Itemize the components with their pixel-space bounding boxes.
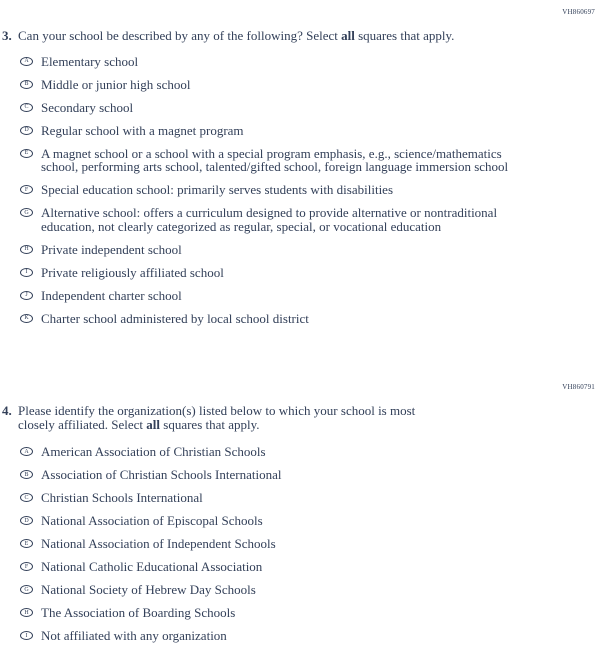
option-label-line2: education, not clearly categorized as regular, special, or vocational education xyxy=(41,218,442,234)
option-row-regular-magnet[interactable] xyxy=(20,124,595,138)
bubble-letter: F xyxy=(24,563,29,570)
option-label: Elementary school xyxy=(41,53,139,69)
bubble-letter: C xyxy=(24,104,29,110)
bubble-letter: E xyxy=(24,150,29,156)
option-label: National Association of Episcopal Schools xyxy=(41,513,263,528)
question-text xyxy=(18,29,595,43)
option-row-tabs[interactable] xyxy=(20,606,595,620)
options-list xyxy=(20,445,595,643)
answer-bubble-icon[interactable] xyxy=(20,126,33,135)
answer-bubble-icon[interactable] xyxy=(20,585,33,594)
option-row-nais[interactable] xyxy=(20,537,595,551)
bubble-letter: D xyxy=(24,127,29,133)
option-label: National Catholic Educational Association xyxy=(41,559,263,574)
option-label: The Association of Boarding Schools xyxy=(41,605,236,620)
item-code: VH860791 xyxy=(562,383,595,391)
answer-bubble-icon[interactable] xyxy=(20,245,33,254)
option-row-private-independent[interactable] xyxy=(20,243,595,257)
bubble-letter: G xyxy=(24,209,29,216)
question-4 xyxy=(2,404,595,431)
question-number: 4. xyxy=(2,403,12,418)
bubble-letter: B xyxy=(24,471,29,478)
bubble-letter: J xyxy=(25,292,28,298)
bubble-letter: K xyxy=(24,315,29,321)
option-label: Charter school administered by local school district xyxy=(41,310,309,326)
answer-bubble-icon[interactable] xyxy=(20,447,33,456)
option-row-district-charter[interactable] xyxy=(20,312,595,326)
answer-bubble-icon[interactable] xyxy=(20,631,33,640)
option-label: Christian Schools International xyxy=(41,490,203,505)
bubble-letter: I xyxy=(25,269,28,275)
option-label: Private religiously affiliated school xyxy=(41,264,224,280)
answer-bubble-icon[interactable] xyxy=(20,208,33,217)
bubble-letter: H xyxy=(24,609,29,616)
bubble-letter: F xyxy=(24,186,29,193)
option-label: Private independent school xyxy=(41,241,182,257)
option-row-naes[interactable] xyxy=(20,514,595,528)
option-label: Secondary school xyxy=(41,99,134,115)
option-row-independent-charter[interactable] xyxy=(20,289,595,303)
option-row-ncea[interactable] xyxy=(20,560,595,574)
question-text-before: Can your school be described by any of the following? Select xyxy=(18,28,342,43)
answer-bubble-icon[interactable] xyxy=(20,562,33,571)
option-row-secondary[interactable] xyxy=(20,101,595,115)
question-4-section xyxy=(2,383,595,643)
option-label: Not affiliated with any organization xyxy=(41,628,227,643)
bubble-letter: G xyxy=(24,586,29,593)
question-text-line1: Please identify the organization(s) listed below to which your school is most xyxy=(18,403,416,418)
answer-bubble-icon[interactable] xyxy=(20,608,33,617)
question-text-line2 xyxy=(18,418,595,432)
question-text-bold: all xyxy=(341,28,355,43)
option-label: National Association of Independent Schools xyxy=(41,536,276,551)
option-row-alternative[interactable] xyxy=(20,206,595,233)
answer-bubble-icon[interactable] xyxy=(20,291,33,300)
bubble-letter: C xyxy=(24,494,29,501)
question-text-bold: all xyxy=(146,416,161,432)
option-label: Special education school: primarily serves students with disabilities xyxy=(41,182,394,197)
question-number: 3. xyxy=(2,28,12,43)
bubble-letter: A xyxy=(24,448,29,455)
answer-bubble-icon[interactable] xyxy=(20,103,33,112)
answer-bubble-icon[interactable] xyxy=(20,539,33,548)
option-row-csi[interactable] xyxy=(20,491,595,505)
bubble-letter: H xyxy=(24,246,29,252)
answer-bubble-icon[interactable] xyxy=(20,314,33,323)
option-label: Independent charter school xyxy=(41,287,182,303)
option-label: Alternative school: offers a curriculum designed to provide alternative or nontraditional xyxy=(41,205,498,220)
option-label: Association of Christian Schools International xyxy=(41,467,282,482)
answer-bubble-icon[interactable] xyxy=(20,57,33,66)
bubble-letter: D xyxy=(24,517,29,524)
answer-bubble-icon[interactable] xyxy=(20,268,33,277)
option-row-nshds[interactable] xyxy=(20,583,595,597)
answer-bubble-icon[interactable] xyxy=(20,185,33,194)
option-row-aacs[interactable] xyxy=(20,445,595,459)
question-text-after: squares that apply. xyxy=(160,416,260,432)
option-row-middle[interactable] xyxy=(20,78,595,92)
option-row-private-religious[interactable] xyxy=(20,266,595,280)
question-text-after: squares that apply. xyxy=(354,28,455,43)
question-text-before: closely affiliated. Select xyxy=(18,416,147,432)
option-label: Regular school with a magnet program xyxy=(41,122,244,138)
option-label-line2: school, performing arts school, talented/gifted school, foreign language immersion school xyxy=(41,159,509,174)
bubble-letter: B xyxy=(24,81,29,87)
answer-bubble-icon[interactable] xyxy=(20,516,33,525)
answer-bubble-icon[interactable] xyxy=(20,149,33,158)
bubble-letter: I xyxy=(25,632,28,639)
item-code: VH860697 xyxy=(562,8,595,16)
answer-bubble-icon[interactable] xyxy=(20,470,33,479)
bubble-letter: E xyxy=(24,540,29,547)
option-row-acsi[interactable] xyxy=(20,468,595,482)
option-label: A magnet school or a school with a special program emphasis, e.g., science/mathematics xyxy=(41,145,502,161)
option-row-special-education[interactable] xyxy=(20,183,595,197)
option-label: Middle or junior high school xyxy=(41,76,191,92)
answer-bubble-icon[interactable] xyxy=(20,80,33,89)
question-3 xyxy=(2,29,595,43)
bubble-letter: A xyxy=(24,58,29,64)
option-row-magnet-special[interactable] xyxy=(20,147,595,174)
answer-bubble-icon[interactable] xyxy=(20,493,33,502)
question-3-section xyxy=(2,8,595,325)
question-text xyxy=(18,404,595,431)
option-row-elementary[interactable] xyxy=(20,55,595,69)
option-label: National Society of Hebrew Day Schools xyxy=(41,582,256,597)
options-list xyxy=(20,55,595,326)
option-label: American Association of Christian Schools xyxy=(41,444,266,459)
option-row-not-affiliated[interactable] xyxy=(20,629,595,643)
